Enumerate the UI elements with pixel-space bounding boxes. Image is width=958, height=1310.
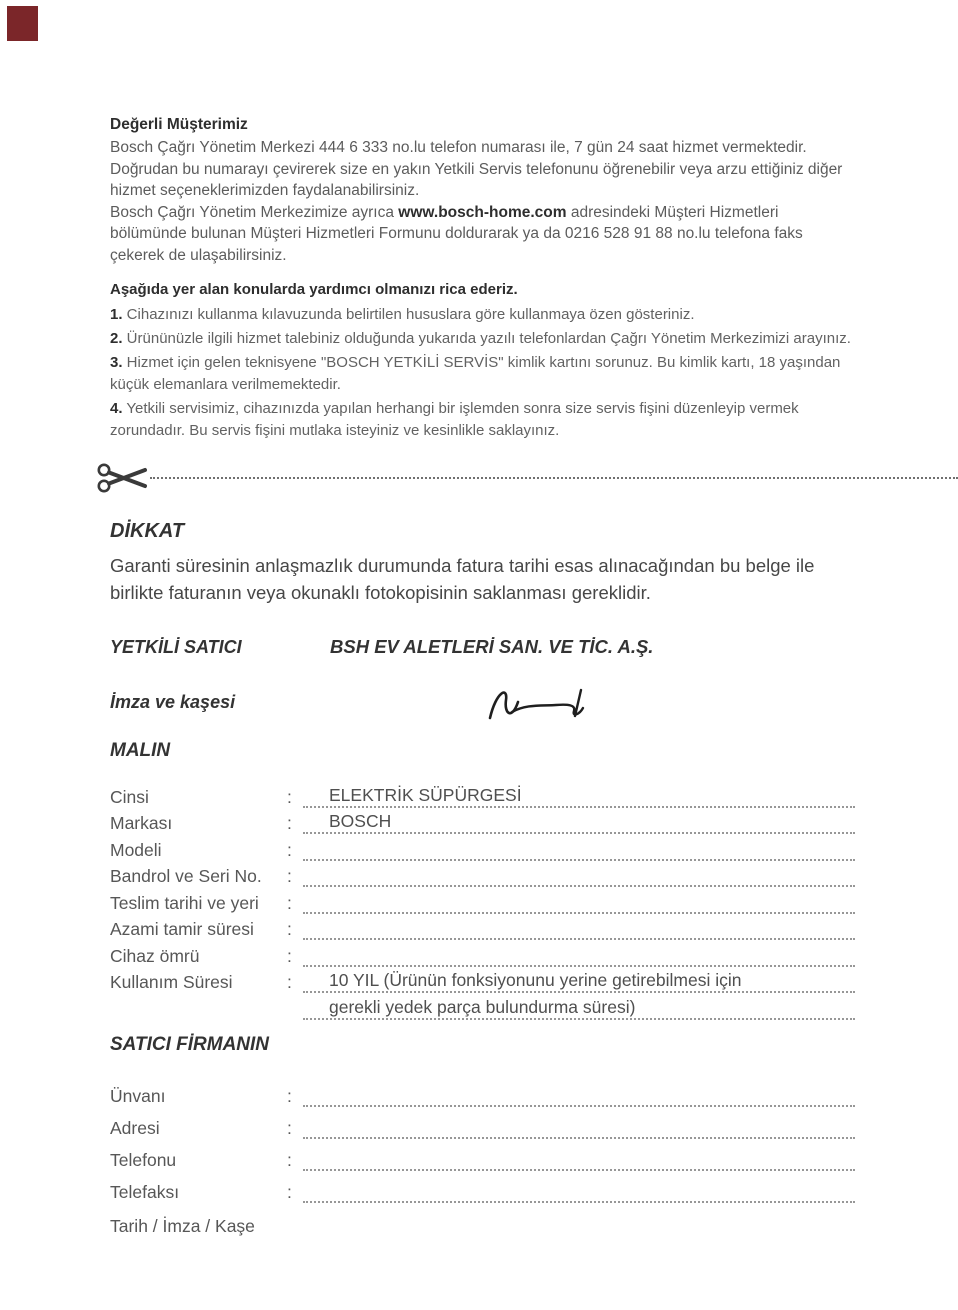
list-heading: Aşağıda yer alan konularda yardımcı olmanızı rica ederiz. [110, 281, 518, 298]
form-row-kullanim-suresi-line2 [110, 993, 855, 1020]
dotted-field [303, 810, 855, 834]
field-label: Markası [110, 813, 173, 833]
dotted-field [303, 996, 855, 1020]
form-row-cihaz-omru [110, 940, 855, 967]
satici-heading: SATICI FİRMANIN [110, 1033, 270, 1055]
colon: : [287, 786, 292, 807]
list-item [110, 328, 860, 350]
list-item [110, 352, 860, 396]
list-item-number: 2. [110, 330, 123, 347]
form-row-bandrol [110, 861, 855, 888]
field-value: gerekli yedek parça bulundurma süresi) [329, 996, 636, 1017]
intro-paragraph-1 [110, 137, 855, 202]
field-label: Kullanım Süresi [110, 972, 233, 992]
field-label: Modeli [110, 839, 162, 860]
signature [480, 678, 595, 730]
dotted-field [303, 1201, 855, 1203]
dotted-field [303, 1169, 855, 1171]
colon: : [287, 945, 292, 966]
field-label: Telefaksı [110, 1181, 180, 1202]
list-item-number: 3. [110, 354, 123, 371]
cut-here-line [96, 460, 958, 496]
colon: : [287, 1085, 292, 1106]
list-item-text: Hizmet için gelen teknisyene "BOSCH YETKİLİ SERVİS" kimlik kartını sorunuz. Bu kimlik kartı, 18 yaşından küçük elemanlara verilmemektedir. [110, 354, 841, 393]
field-label: Azami tamir süresi [110, 919, 254, 939]
company-name: BSH EV ALETLERİ SAN. VE TİC. A.Ş. [330, 636, 654, 657]
form-row-kullanim-suresi [110, 967, 855, 994]
intro-p1-text: Bosch Çağrı Yönetim Merkezi 444 6 333 no.lu telefon numarası ile, 7 gün 24 saat hizmet vermektedir. Doğrudan bu numarayı çevirerek size en yakın Yetkili Servis telefonunu öğrenebilir veya arzu ettiğiniz diğer hizmet seçeneklerimizden faydalanabilirsiniz. [110, 139, 843, 199]
dotted-field [303, 969, 855, 993]
malin-rows [110, 781, 855, 1020]
satici-rows [110, 1075, 855, 1237]
dotted-field [303, 912, 855, 914]
form-row-cinsi [110, 781, 855, 808]
field-value: 10 YIL (Ürünün fonksiyonunu yerine getirebilmesi için [329, 970, 742, 990]
signature-row [110, 682, 958, 734]
dotted-field [303, 1137, 855, 1139]
form-row-telefaksi [110, 1171, 855, 1203]
seller-row [110, 636, 958, 658]
form-row-markasi [110, 808, 855, 835]
dotted-field [303, 859, 855, 861]
colon: : [287, 839, 292, 860]
list-item-text: Yetkili servisimiz, cihazınızda yapılan herhangi bir işlemden sonra size servis fişini düzenleyip vermek zorundadır. Bu servis fişini mutlaka isteyiniz ve kesinlikle saklayınız. [110, 400, 799, 439]
form-row-teslim [110, 887, 855, 914]
field-label: Cinsi [110, 786, 149, 807]
form-row-azami [110, 914, 855, 941]
field-label: Cihaz ömrü [110, 945, 200, 966]
form-row-adresi [110, 1107, 855, 1139]
field-label: Adresi [110, 1117, 160, 1138]
form-row-modeli [110, 834, 855, 861]
field-label: Teslim tarihi ve yeri [110, 892, 259, 913]
field-label: Telefonu [110, 1149, 177, 1170]
seller-label: YETKİLİ SATICI [110, 637, 242, 657]
colon: : [287, 1181, 292, 1202]
intro-heading: Değerli Müşterimiz [110, 116, 248, 133]
dikkat-section [110, 520, 958, 606]
list-item-number: 1. [110, 306, 123, 323]
dikkat-body: Garanti süresinin anlaşmazlık durumunda fatura tarihi esas alınacağından bu belge ile birlikte faturanın veya okunaklı fotokopisinin saklanması gereklidir. [110, 555, 815, 603]
dotted-field [303, 965, 855, 967]
list-item [110, 398, 860, 442]
colon: : [287, 1149, 292, 1170]
dotted-field [303, 1105, 855, 1107]
list-item-text: Ürününüzle ilgili hizmet talebiniz olduğunda yukarıda yazılı telefonlardan Çağrı Yönetim Merkezimizi arayınız. [122, 330, 851, 347]
form-row-unvani [110, 1075, 855, 1107]
dotted-field [303, 938, 855, 940]
colon: : [287, 866, 292, 886]
dikkat-heading: DİKKAT [110, 520, 185, 542]
field-value: ELEKTRİK SÜPÜRGESİ [329, 784, 522, 805]
colon: : [287, 813, 292, 833]
list-item [110, 304, 860, 326]
scissors-icon [96, 461, 148, 495]
field-value: BOSCH [329, 811, 392, 831]
red-corner-mark [7, 6, 38, 41]
form-row-tarih-imza-kase [110, 1205, 855, 1237]
form-row-telefonu [110, 1139, 855, 1171]
list-item-number: 4. [110, 400, 123, 417]
list-item-text: Cihazınızı kullanma kılavuzunda belirtilen hususlara göre kullanmaya özen gösteriniz. [122, 306, 695, 323]
field-label: Ünvanı [110, 1085, 166, 1106]
intro-paragraph-2 [110, 202, 855, 267]
document-content [110, 116, 958, 1237]
dotted-field [303, 784, 855, 808]
signature-label: İmza ve kaşesi [110, 692, 236, 712]
website-text: www.bosch-home.com [398, 203, 567, 221]
instructions-list [110, 281, 860, 442]
colon: : [287, 972, 292, 992]
malin-heading: MALIN [110, 740, 171, 761]
field-label: Tarih / İmza / Kaşe [110, 1215, 255, 1236]
field-label: Bandrol ve Seri No. [110, 866, 262, 886]
dotted-field [303, 885, 855, 887]
colon: : [287, 1117, 292, 1138]
colon: : [287, 919, 292, 939]
intro-p2-pre: Bosch Çağrı Yönetim Merkezimize ayrıca [110, 203, 399, 221]
dotted-cut-line [150, 477, 958, 479]
colon: : [287, 892, 292, 913]
intro-p2-post: adresindeki Müşteri Hizmetleri bölümünde bulunan Müşteri Hizmetleri Formunu doldurarak ya da 0216 528 91 88 no.lu telefona faks çekerek de ulaşabilirsiniz. [110, 203, 803, 264]
